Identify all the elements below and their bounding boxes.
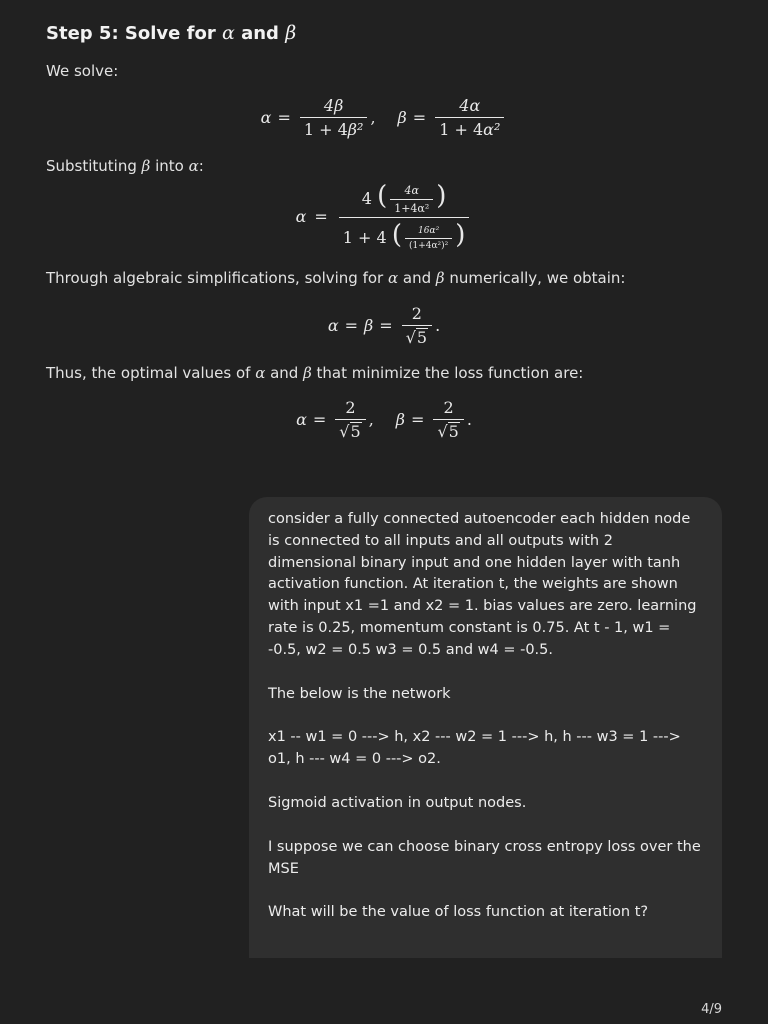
eq1-fraction xyxy=(300,96,368,139)
eq2-den-b: α² xyxy=(483,119,501,139)
eq3-den-inner-frac xyxy=(405,226,452,251)
eq1-equals: = xyxy=(277,107,291,127)
eq2-equals: = xyxy=(412,107,427,127)
eq3-alpha: α xyxy=(295,206,307,226)
message-paragraph: The below is the network xyxy=(268,685,451,702)
eq5-five: 5 xyxy=(350,421,361,441)
message-paragraph: I suppose we can choose binary cross entropy loss over the MSE xyxy=(268,838,701,877)
sub-c: : xyxy=(198,157,204,175)
heading-and: and xyxy=(234,23,286,44)
eq6-den xyxy=(433,419,463,441)
thus-b: and xyxy=(265,364,304,382)
eq2-den-a: 1 + 4 xyxy=(439,119,484,139)
eq3-num-four: 4 xyxy=(361,189,372,208)
eq6-num: 2 xyxy=(443,397,454,417)
eq3-inner-den: 1+4α² xyxy=(390,199,433,215)
eq1-comma: , xyxy=(370,107,376,127)
eq5-alpha: α xyxy=(296,409,307,429)
sub-beta: β xyxy=(141,157,151,175)
eq3-inner-num: 4α xyxy=(404,184,419,197)
eq3-den-lparen: ( xyxy=(391,220,402,250)
eq3-num-rparen: ) xyxy=(436,181,447,211)
eq5-num: 2 xyxy=(345,397,356,417)
page-counter: 4/9 xyxy=(701,1002,722,1017)
through-a: Through algebraic simplifications, solving for xyxy=(46,269,388,287)
eq4-den xyxy=(402,325,432,347)
eq2-denominator xyxy=(435,117,504,139)
sub-alpha: α xyxy=(188,157,199,175)
user-message-bubble xyxy=(249,497,722,958)
sub-b: into xyxy=(150,157,189,175)
eq5-fraction xyxy=(335,398,365,441)
substitution-equation xyxy=(0,181,768,251)
eq6-equals: = xyxy=(411,409,425,429)
thus-alpha: α xyxy=(255,364,266,382)
eq4-period: . xyxy=(435,315,441,335)
eq1-denominator xyxy=(300,117,368,139)
eq3-fraction xyxy=(339,181,470,251)
eq3-numerator xyxy=(358,181,451,217)
eq2-numerator: 4α xyxy=(459,95,481,115)
thus-text xyxy=(46,364,583,382)
message-paragraph: x1 -- w1 = 0 ---> h, x2 --- w2 = 1 ---> h, h --- w3 = 1 ---> o1, h --- w4 = 0 ---> o2. xyxy=(268,729,681,768)
alpha-symbol: α xyxy=(221,22,235,44)
eq4-five: 5 xyxy=(416,327,428,347)
message-paragraph: What will be the value of loss function at iteration t? xyxy=(268,904,649,921)
eq1-den-a: 1 + 4 xyxy=(303,119,348,139)
eq3-den-inner-num: 16α² xyxy=(418,226,440,236)
eq6-fraction xyxy=(433,398,463,441)
result-equation xyxy=(0,302,768,348)
message-paragraph: consider a fully connected autoencoder each hidden node is connected to all inputs and all outputs with 2 dimensional binary input and one hidden layer with tanh activation function. At iteration t, the weights are shown with input x1 =1 and x2 = 1. bias values are zero. learning rate is 0.25, momentum constant is 0.75. At t - 1, w1 = -0.5, w2 = 0.5 w3 = 0.5 and w4 = -0.5. xyxy=(268,511,697,658)
eq1-numerator: 4β xyxy=(323,95,344,115)
sqrt-icon: √ xyxy=(405,327,416,347)
final-equation xyxy=(0,396,768,442)
substituting-text xyxy=(46,157,204,175)
eq6-beta: β xyxy=(395,409,406,429)
step-heading xyxy=(46,22,296,44)
message-paragraph: Sigmoid activation in output nodes. xyxy=(268,794,527,811)
eq4-equals-2: = xyxy=(379,315,393,335)
equation-system xyxy=(0,94,768,140)
eq2-beta: β xyxy=(397,107,407,127)
eq4-fraction xyxy=(402,304,432,347)
eq4-alpha: α xyxy=(327,315,339,335)
eq3-denominator xyxy=(339,217,470,251)
through-alpha: α xyxy=(387,269,399,287)
through-beta: β xyxy=(435,269,445,287)
eq5-equals: = xyxy=(312,409,327,429)
eq5-comma: , xyxy=(368,409,374,429)
through-text xyxy=(46,269,625,287)
beta-symbol: β xyxy=(285,22,297,44)
eq3-num-lparen: ( xyxy=(377,181,388,211)
sqrt-icon: √ xyxy=(437,421,448,441)
eq4-beta: β xyxy=(364,315,374,335)
eq4-equals-1: = xyxy=(344,315,359,335)
eq3-den-rparen: ) xyxy=(455,220,466,250)
eq3-inner-frac xyxy=(390,184,433,215)
through-c: numerically, we obtain: xyxy=(444,269,626,287)
eq3-den-a: 1 + 4 xyxy=(342,228,387,247)
through-b: and xyxy=(398,269,436,287)
eq3-den-inner-den: (1+4α²)² xyxy=(405,238,452,251)
eq2-fraction xyxy=(435,96,504,139)
eq3-equals: = xyxy=(314,206,328,226)
sub-a: Substituting xyxy=(46,157,142,175)
eq4-num: 2 xyxy=(411,303,422,323)
thus-beta: β xyxy=(303,364,312,382)
thus-a: Thus, the optimal values of xyxy=(46,364,256,382)
eq6-five: 5 xyxy=(448,421,459,441)
eq6-period: . xyxy=(466,409,472,429)
eq1-den-b: β² xyxy=(347,119,364,139)
sqrt-icon: √ xyxy=(339,421,350,441)
thus-c: that minimize the loss function are: xyxy=(311,364,584,382)
eq1-alpha: α xyxy=(260,107,272,127)
we-solve-text: We solve: xyxy=(46,62,119,80)
heading-text: Step 5: Solve for xyxy=(46,23,222,44)
eq5-den xyxy=(335,419,365,441)
